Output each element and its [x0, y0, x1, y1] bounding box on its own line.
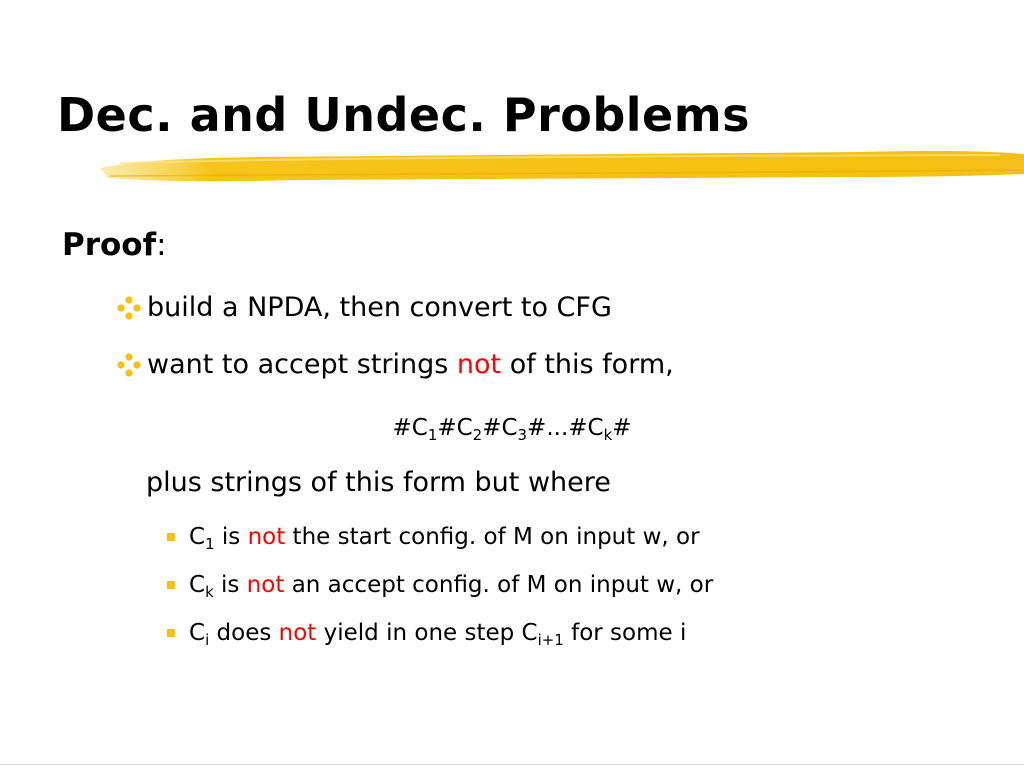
sub-bullet-accept-config [167, 568, 713, 602]
configuration-formula [0, 410, 1024, 446]
bottom-divider [0, 764, 1024, 765]
formula-subscript: 2 [472, 426, 483, 445]
proof-colon: : [156, 227, 167, 263]
formula-subscript: k [603, 426, 613, 445]
emphasis-not: not [247, 524, 286, 550]
plus-strings-line: plus strings of this form but where [146, 467, 611, 498]
sub-bullet-after: the start config. of M on input w, or [285, 524, 700, 550]
title-highlight-stroke [100, 146, 1024, 190]
sub-bullet-before: does [209, 620, 279, 646]
proof-heading [62, 222, 167, 268]
config-subscript: 1 [205, 535, 215, 554]
bullet-text-after: of this form, [501, 349, 674, 380]
diamond-bullet-icon [116, 295, 142, 321]
config-subscript: k [205, 583, 214, 602]
sub-bullet-before: is [214, 524, 248, 550]
sub-bullet-after: an accept config. of M on input w, or [284, 572, 714, 598]
formula-part: #C [437, 415, 473, 441]
sub-bullet-text [189, 520, 700, 554]
config-subscript: i+1 [537, 631, 564, 650]
formula-part: #C [482, 415, 518, 441]
bullet-accept-strings [116, 345, 674, 385]
emphasis-not: not [456, 349, 502, 380]
formula-part: # [612, 415, 632, 441]
square-bullet-icon [167, 581, 175, 589]
square-bullet-icon [167, 533, 175, 541]
config-symbol: C [189, 572, 206, 598]
config-symbol: C [189, 524, 206, 550]
proof-label: Proof [62, 227, 157, 263]
bullet-text-before: want to accept strings [147, 349, 457, 380]
emphasis-not: not [278, 620, 317, 646]
square-bullet-icon [167, 629, 175, 637]
config-symbol: C [189, 620, 206, 646]
sub-bullet-text [189, 616, 686, 650]
formula-subscript: 3 [517, 426, 528, 445]
sub-bullet-text [189, 568, 713, 602]
formula-subscript: 1 [427, 426, 438, 445]
slide-title: Dec. and Undec. Problems [57, 88, 751, 142]
bullet-text: build a NPDA, then convert to CFG [147, 292, 612, 323]
emphasis-not: not [246, 572, 285, 598]
sub-bullet-start-config [167, 520, 700, 554]
config-subscript: i [205, 631, 210, 650]
sub-bullet-yield-step [167, 616, 686, 650]
sub-bullet-tail: for some i [563, 620, 687, 646]
sub-bullet-before: is [213, 572, 247, 598]
bullet-npda [116, 288, 612, 328]
diamond-bullet-icon [116, 352, 142, 378]
sub-bullet-after: yield in one step C [316, 620, 538, 646]
formula-part: #C [392, 415, 428, 441]
formula-part: #...#C [527, 415, 604, 441]
bullet-text [147, 345, 674, 385]
